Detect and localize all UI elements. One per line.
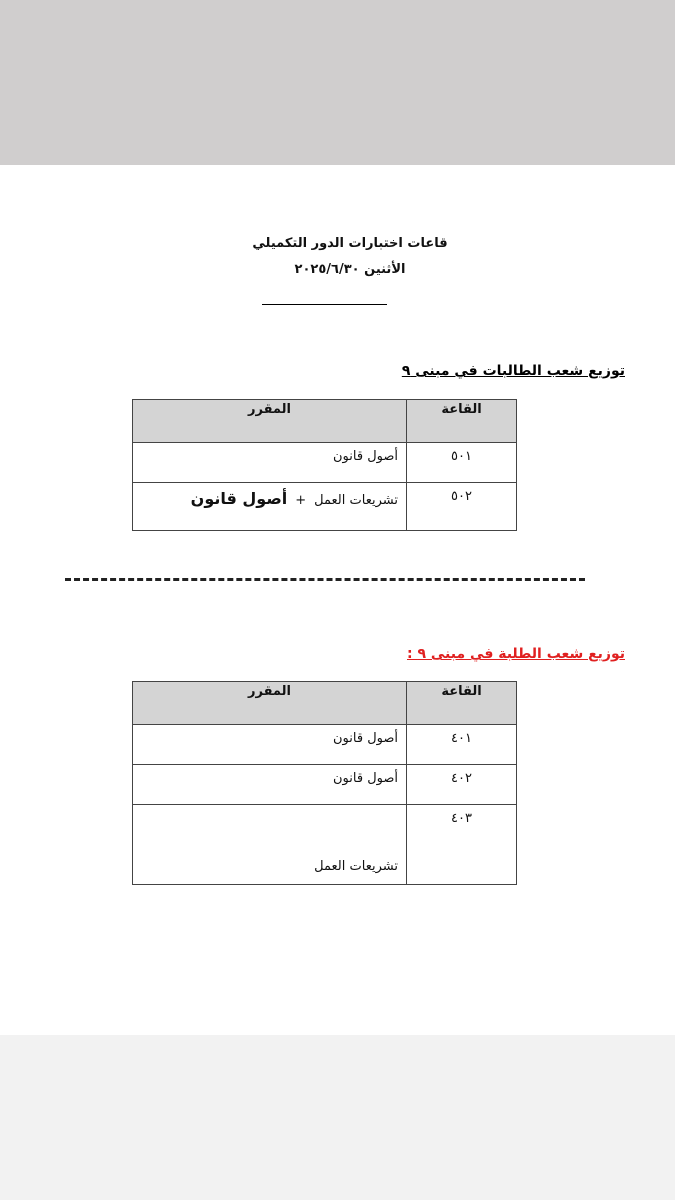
course-name: أصول قانون bbox=[133, 765, 407, 805]
female-section-heading: توزيع شعب الطالبات في مبنى ٩ bbox=[401, 363, 625, 379]
course-name: أصول قانون bbox=[133, 443, 407, 483]
course-column-header: المقرر bbox=[133, 682, 407, 725]
table-header-row bbox=[133, 682, 517, 725]
room-column-header: القاعة bbox=[407, 682, 517, 725]
exam-date: الأثنين ٢٠٢٥/٦/٣٠ bbox=[294, 262, 406, 277]
course-name: تشريعات العمل bbox=[314, 859, 398, 874]
course-name-b: أصول قانون bbox=[190, 489, 288, 508]
course-column-header: المقرر bbox=[133, 400, 407, 443]
table-row bbox=[133, 805, 517, 885]
room-number: ٥٠١ bbox=[407, 443, 517, 483]
course-name-a: تشريعات العمل bbox=[314, 493, 398, 508]
table-row bbox=[133, 443, 517, 483]
male-section-heading: توزيع شعب الطلبة في مبنى ٩ : bbox=[406, 646, 625, 662]
page-title: قاعات اختبارات الدور التكميلي bbox=[252, 236, 448, 251]
plus-sign: + bbox=[295, 493, 307, 508]
table-row bbox=[133, 725, 517, 765]
room-number: ٤٠٣ bbox=[407, 805, 517, 885]
course-name bbox=[133, 483, 407, 531]
title-underline bbox=[262, 304, 387, 305]
room-number: ٤٠٢ bbox=[407, 765, 517, 805]
room-column-header: القاعة bbox=[407, 400, 517, 443]
course-cell bbox=[133, 805, 407, 885]
table-row bbox=[133, 483, 517, 531]
female-rooms-table bbox=[132, 399, 517, 531]
section-separator bbox=[65, 578, 585, 581]
bottom-gray-band bbox=[0, 1035, 675, 1200]
table-row bbox=[133, 765, 517, 805]
table-header-row bbox=[133, 400, 517, 443]
male-rooms-table bbox=[132, 681, 517, 885]
room-number: ٥٠٢ bbox=[407, 483, 517, 531]
room-number: ٤٠١ bbox=[407, 725, 517, 765]
top-gray-band bbox=[0, 0, 675, 165]
course-name: أصول قانون bbox=[133, 725, 407, 765]
